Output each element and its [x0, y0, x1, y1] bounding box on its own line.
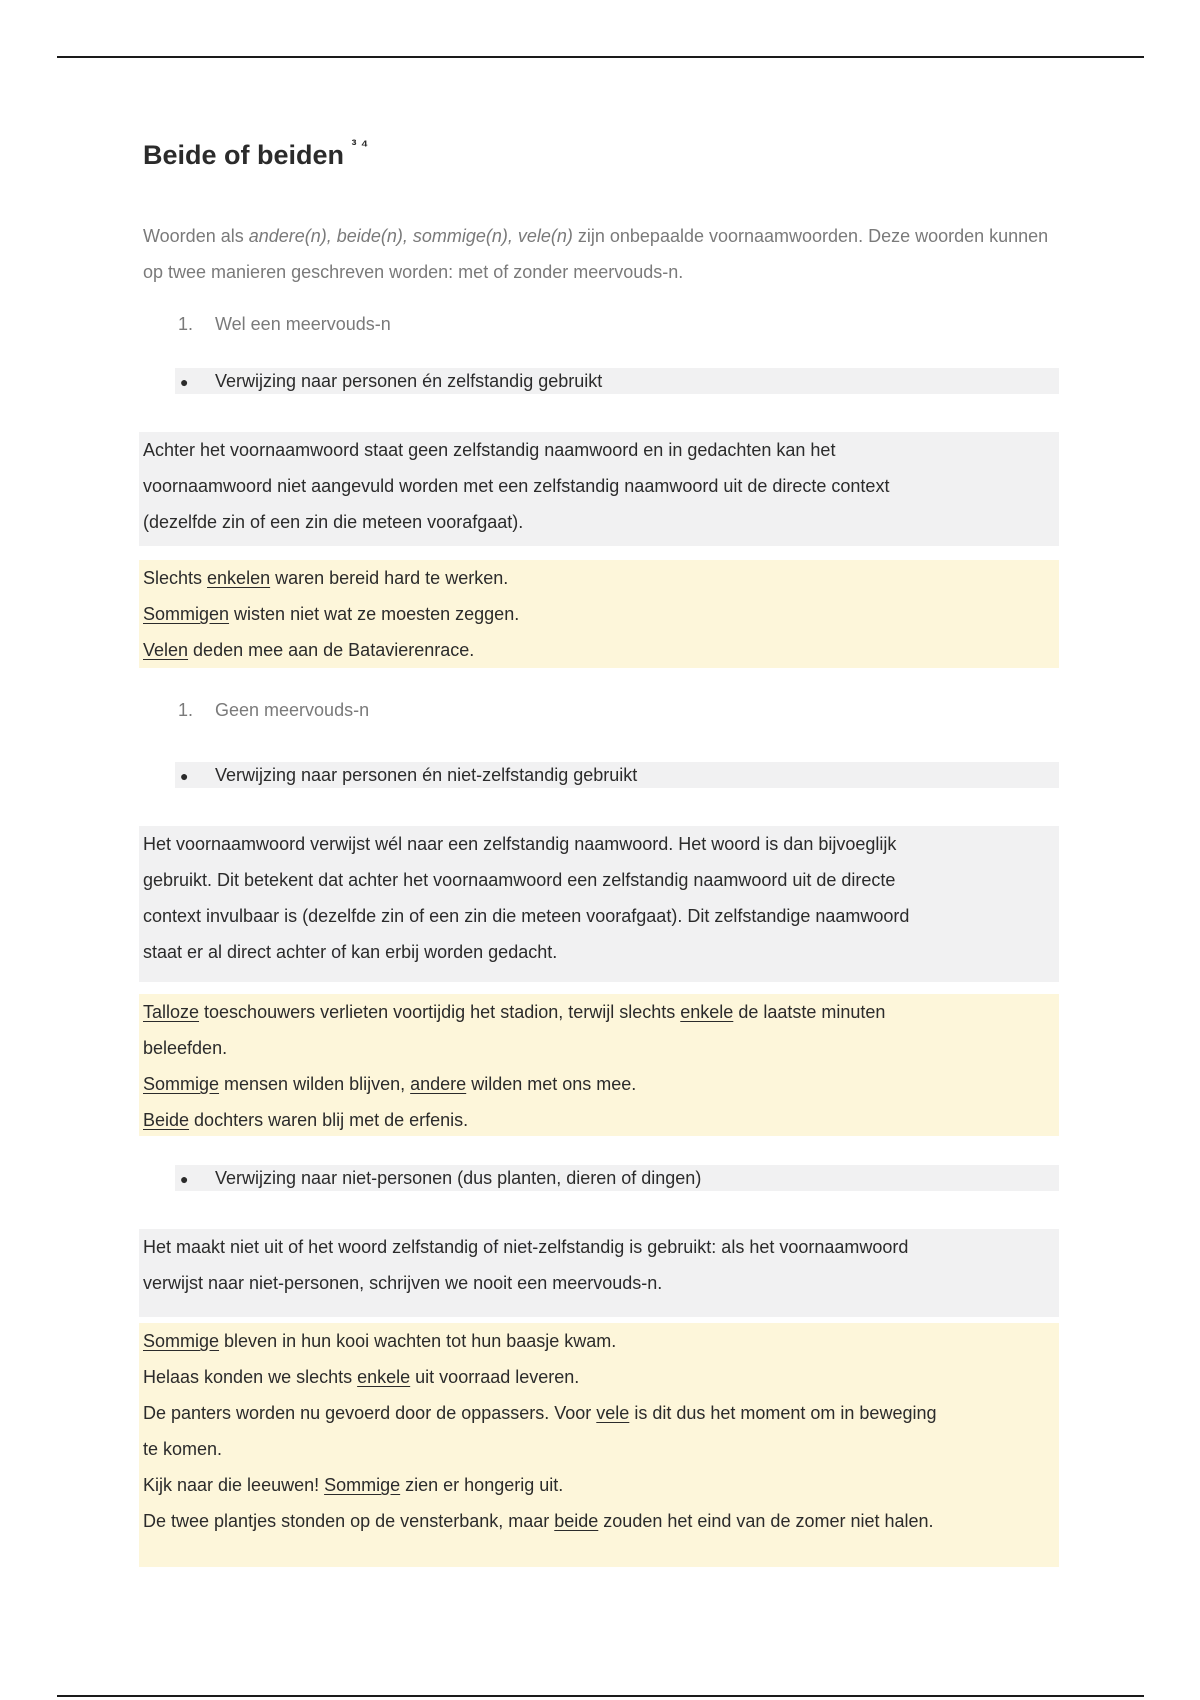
section-heading-geen: 1. Geen meervouds-n — [178, 700, 370, 720]
example-line: Velen deden mee aan de Batavierenrace. — [143, 640, 475, 660]
example-line: Sommige bleven in hun kooi wachten tot hun baasje kwam. — [143, 1331, 617, 1351]
intro-paragraph: Woorden als andere(n), beide(n), sommige(n), vele(n) zijn onbepaalde voornaamwoorden. Deze woorden kunnen op twee manieren geschreven worden: met of zonder meervouds-n. — [143, 226, 1049, 282]
top-rule — [57, 56, 1144, 58]
page-title: Beide of beiden $^{^3 ^4}$ — [143, 137, 369, 170]
bullet-personen-zelfstandig: ● Verwijzing naar personen én zelfstandig gebruikt — [175, 368, 1059, 394]
bottom-rule — [57, 1695, 1144, 1697]
example-line: De twee plantjes stonden op de vensterbank, maar beide zouden het eind van de zomer niet halen. — [143, 1511, 934, 1531]
explanation-block-3: Het maakt niet uit of het woord zelfstandig of niet-zelfstandig is gebruikt: als het voornaamwoord verwijst naar niet-personen, schrijven we nooit een meervouds-n. — [139, 1229, 1059, 1317]
bullet-personen-niet-zelfstandig: ● Verwijzing naar personen én niet-zelfstandig gebruikt — [175, 762, 1059, 788]
example-line: Kijk naar die leeuwen! Sommige zien er hongerig uit. — [143, 1475, 564, 1495]
example-line: Slechts enkelen waren bereid hard te werken. — [143, 568, 509, 588]
example-line: Beide dochters waren blij met de erfenis. — [143, 1110, 469, 1130]
section-heading-wel: 1. Wel een meervouds-n — [178, 314, 391, 334]
example-line: te komen. — [143, 1439, 223, 1459]
example-line: Talloze toeschouwers verlieten voortijdig het stadion, terwijl slechts enkele de laatste minuten — [143, 1002, 886, 1022]
examples-block-1 — [139, 560, 1059, 668]
example-line: Sommigen wisten niet wat ze moesten zeggen. — [143, 604, 520, 624]
bullet-icon: ● — [180, 1171, 189, 1187]
examples-block-2 — [139, 994, 1059, 1136]
bullet-icon: ● — [180, 374, 189, 390]
bullet-niet-personen: ● Verwijzing naar niet-personen (dus planten, dieren of dingen) — [175, 1165, 1059, 1191]
example-line: De panters worden nu gevoerd door de oppassers. Voor vele is dit dus het moment om in beweging — [143, 1403, 937, 1423]
examples-block-3 — [139, 1323, 1059, 1567]
bullet-icon: ● — [180, 768, 189, 784]
explanation-block-2: Het voornaamwoord verwijst wél naar een zelfstandig naamwoord. Het woord is dan bijvoeglijk gebruikt. Dit betekent dat achter het voornaamwoord een zelfstandig naamwoord uit de directe context invulbaar is (dezelfde zin of een zin die meteen voorafgaat). Dit zelfstandige naamwoord staat er al direct achter of kan erbij worden gedacht. — [139, 826, 1059, 982]
footnote-refs: ³ ⁴ — [351, 137, 369, 154]
example-line: Sommige mensen wilden blijven, andere wilden met ons mee. — [143, 1074, 637, 1094]
explanation-block-1: Achter het voornaamwoord staat geen zelfstandig naamwoord en in gedachten kan het voornaamwoord niet aangevuld worden met een zelfstandig naamwoord uit de directe context (dezelfde zin of een zin die meteen voorafgaat). — [139, 432, 1059, 546]
example-line: Helaas konden we slechts enkele uit voorraad leveren. — [143, 1367, 580, 1387]
example-line: beleefden. — [143, 1038, 228, 1058]
